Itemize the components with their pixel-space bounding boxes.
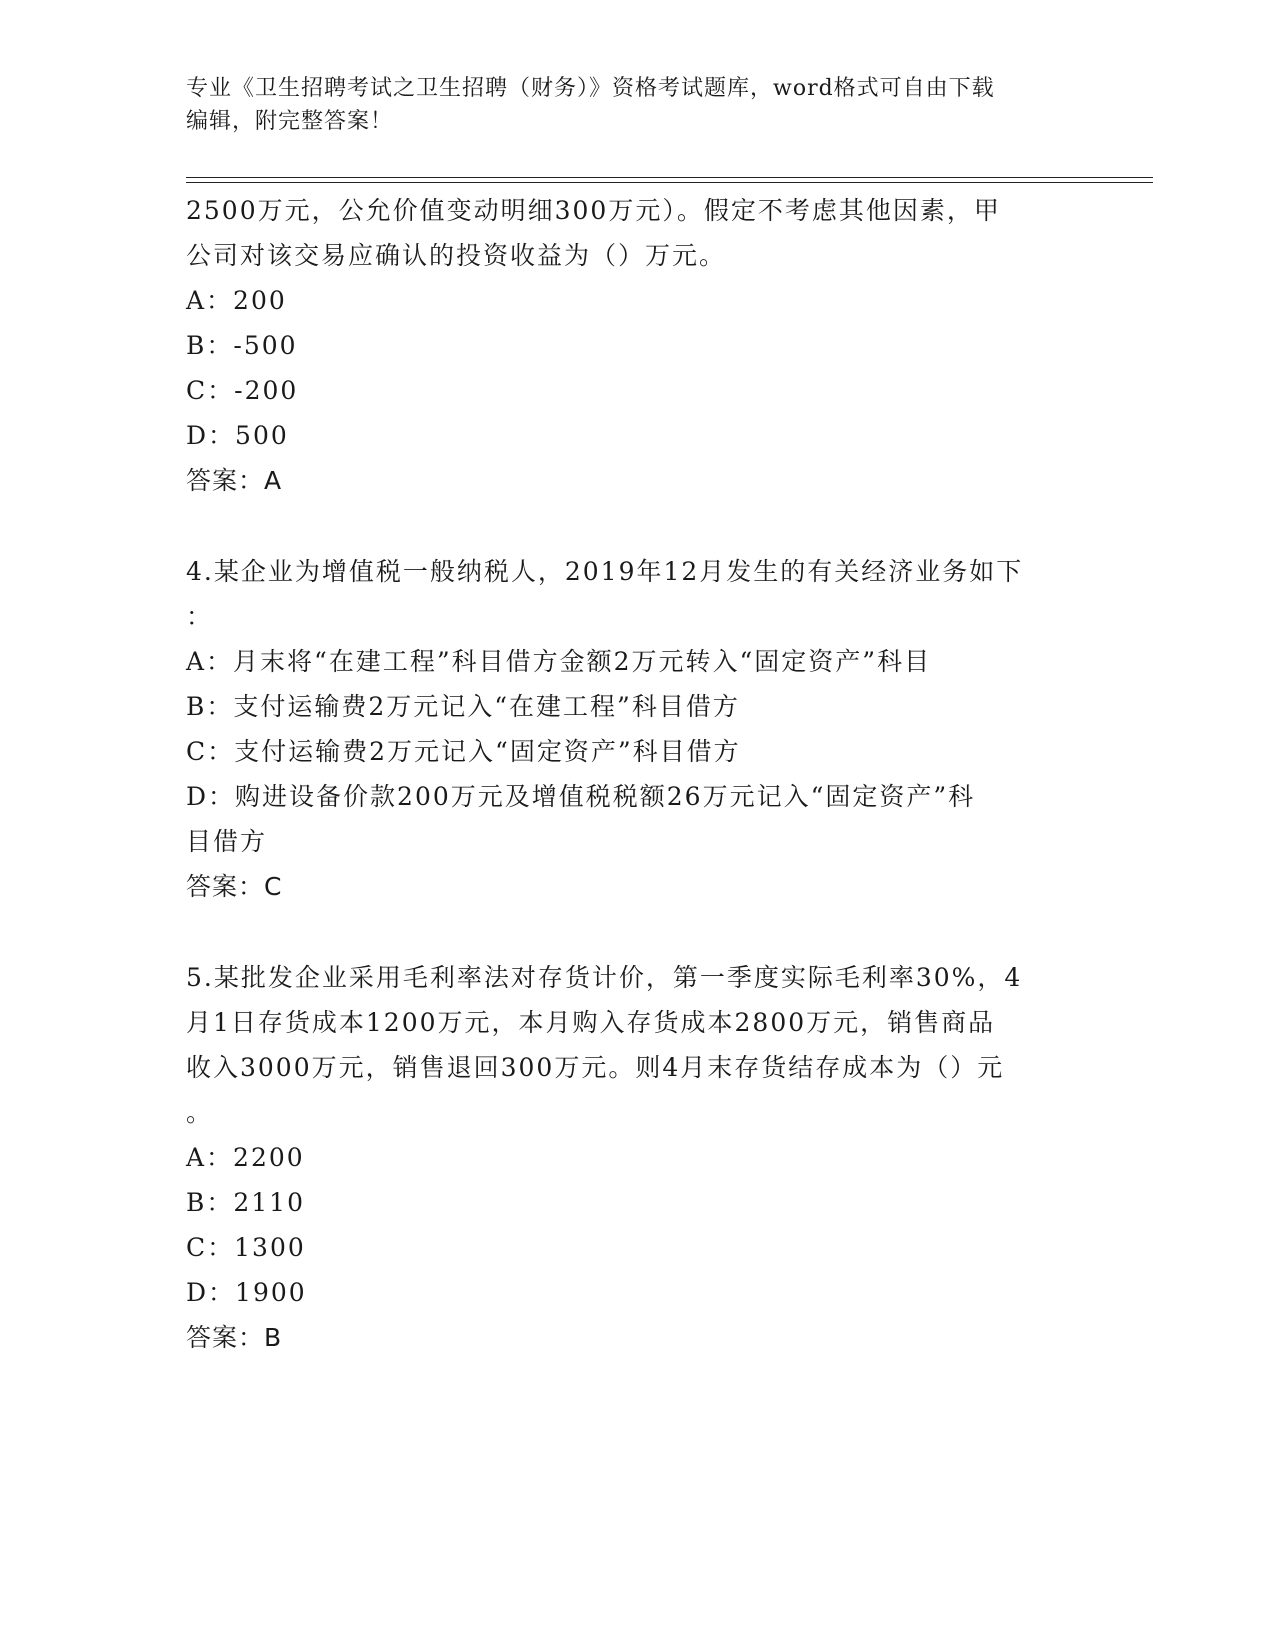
question-stem-line: 月1日存货成本1200万元，本月购入存货成本2800万元，销售商品 — [186, 1008, 996, 1037]
question-stem-line: ： — [186, 602, 214, 631]
question-stem-line: 4.某企业为增值税一般纳税人，2019年12月发生的有关经济业务如下 — [186, 557, 1024, 586]
answer-line: 答案：A — [186, 466, 283, 495]
question-stem-line: 2500万元，公允价值变动明细300万元）。假定不考虑其他因素，甲 — [186, 196, 1001, 225]
document-body — [186, 188, 1086, 1360]
question-stem-line: 收入3000万元，销售退回300万元。则4月末存货结存成本为（）元 — [186, 1053, 1005, 1082]
question-stem-line: 公司对该交易应确认的投资收益为（）万元。 — [186, 241, 727, 270]
option-b: B：支付运输费2万元记入“在建工程”科目借方 — [186, 692, 740, 721]
option-a: A：月末将“在建工程”科目借方金额2万元转入“固定资产”科目 — [186, 647, 932, 676]
question-4 — [186, 549, 1086, 909]
answer-line: 答案：C — [186, 872, 283, 901]
option-d: D：500 — [186, 421, 289, 450]
option-a: A：2200 — [186, 1143, 305, 1172]
question-5 — [186, 955, 1086, 1360]
answer-line: 答案：B — [186, 1323, 283, 1352]
header-line-2: 编辑，附完整答案！ — [186, 109, 394, 134]
header-rule-bottom — [186, 182, 1153, 183]
option-d-continued: 目借方 — [186, 827, 268, 856]
question-3 — [186, 188, 1086, 503]
header-rule-top — [186, 177, 1153, 178]
spacer — [186, 909, 1086, 955]
question-stem-line: 5.某批发企业采用毛利率法对存货计价，第一季度实际毛利率30%，4 — [186, 963, 1023, 992]
header-line-1: 专业《卫生招聘考试之卫生招聘（财务）》资格考试题库，word格式可自由下载 — [186, 76, 995, 101]
option-a: A：200 — [186, 286, 287, 315]
option-b: B：-500 — [186, 331, 298, 360]
spacer — [186, 503, 1086, 549]
option-d: D：1900 — [186, 1278, 307, 1307]
option-d: D：购进设备价款200万元及增值税税额26万元记入“固定资产”科 — [186, 782, 976, 811]
document-header — [186, 72, 1086, 138]
question-stem-line: 。 — [186, 1098, 214, 1127]
option-c: C：-200 — [186, 376, 299, 405]
option-c: C：支付运输费2万元记入“固定资产”科目借方 — [186, 737, 741, 766]
option-b: B：2110 — [186, 1188, 305, 1217]
option-c: C：1300 — [186, 1233, 306, 1262]
